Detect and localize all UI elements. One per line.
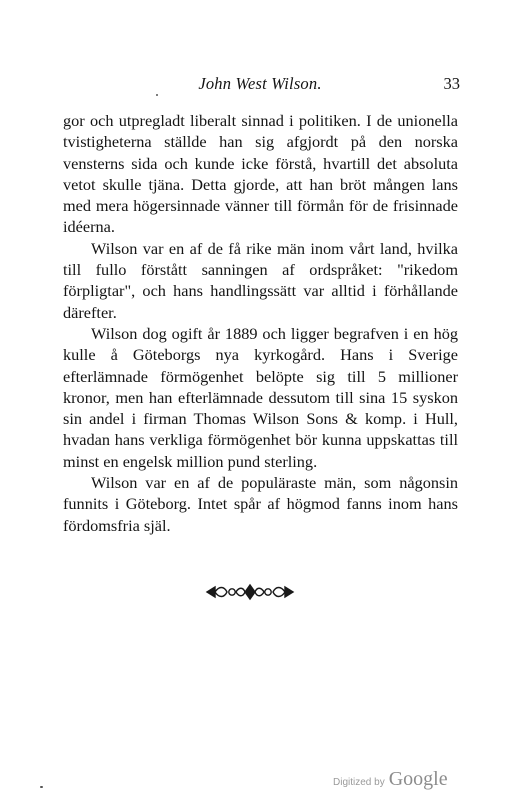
scan-speck xyxy=(156,94,158,96)
paragraph-wealth-obligation: Wilson var en af de få rike män inom vårt land, hvilka till fullo förstått sanningen af ordspråket: "rikedom förpligtar", och hans handlingssätt var alltid i förhållande därefter. xyxy=(63,238,458,322)
digitized-label: Digitized by xyxy=(333,777,385,788)
paragraph-politics: gor och utpregladt liberalt sinnad i politiken. I de unionella tvistigheterna ställde han sig afgjordt på den norska vensterns sida och kunde icke förstå, hvartill det absoluta vetot skulle tjäna. Detta gjorde, att han bröt mången lans med mera högersinnade vänner till förmån för de frisinnade idéerna. xyxy=(63,111,458,237)
google-logo: Google xyxy=(388,768,448,790)
body-text xyxy=(63,110,458,536)
page-header xyxy=(60,74,460,98)
paragraph-popularity: Wilson var en af de populäraste män, som någonsin funnits i Göteborg. Intet spår af högmod fanns inom hans fördomsfria själ. xyxy=(63,473,458,535)
scan-speck xyxy=(40,786,43,788)
page-number: 33 xyxy=(443,74,460,93)
paragraph-death-and-fortune: Wilson dog ogift år 1889 och ligger begrafven i en hög kulle å Göteborgs nya kyrkogård. Hans i Sverige efterlämnade förmögenhet belöpte sig till 5 millioner kronor, men han efterlämnade dessutom till sina 15 syskon sin andel i firman Thomas Wilson Sons & komp. i Hull, hvadan hans verkliga förmögenhet bör kunna uppskattas till minst en engelsk million pund sterling. xyxy=(63,323,458,471)
running-title: John West Wilson. xyxy=(198,74,322,93)
decorative-ornament-icon xyxy=(205,580,295,604)
digitized-by-google-watermark xyxy=(333,768,448,790)
